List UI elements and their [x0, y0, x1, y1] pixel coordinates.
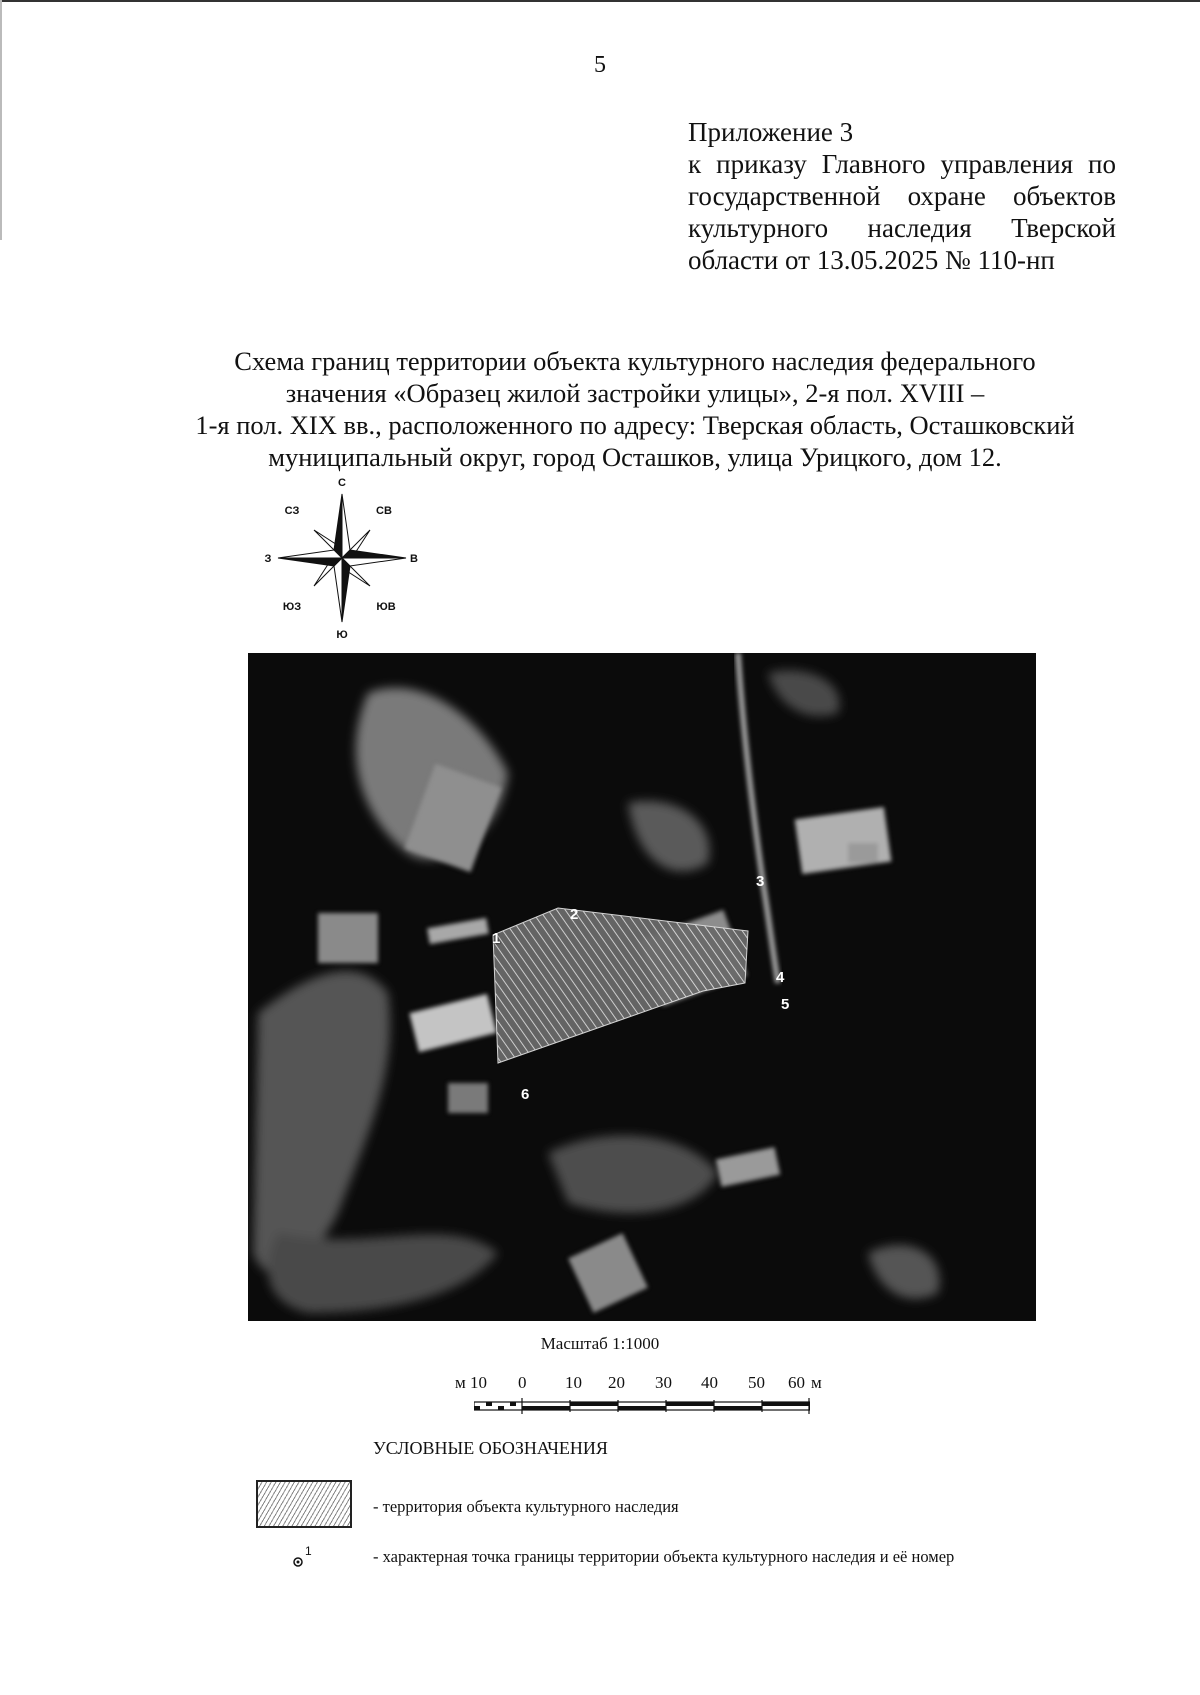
appendix-line: к приказу Главного управления по: [688, 149, 1116, 179]
compass-se: ЮВ: [376, 601, 396, 613]
scale-tick-label: 0: [518, 1373, 527, 1392]
legend-title: УСЛОВНЫЕ ОБОЗНАЧЕНИЯ: [373, 1438, 608, 1458]
scale-tick-label: 30: [655, 1373, 672, 1392]
aerial-photo-image: [248, 653, 1036, 1321]
document-title: [150, 345, 1120, 473]
scale-tick-label: 10: [470, 1373, 487, 1392]
compass-s: Ю: [336, 629, 348, 641]
boundary-point-label: 1: [492, 930, 501, 947]
compass-ne: СВ: [376, 505, 392, 517]
legend-point-number: 1: [305, 1546, 312, 1558]
scale-tick-label: 50: [748, 1373, 765, 1392]
scale-tick-label: 10: [565, 1373, 582, 1392]
page-number: 5: [594, 52, 606, 78]
appendix-line: культурного наследия Тверской: [688, 213, 1116, 243]
boundary-point-label: 3: [756, 873, 765, 890]
title-line: значения «Образец жилой застройки улицы», 2-я пол. XVIII –: [285, 378, 985, 408]
top-border-line: [0, 0, 1200, 2]
scale-unit-right: м: [811, 1373, 822, 1392]
boundary-point-label: 2: [570, 906, 579, 923]
aerial-map: [248, 653, 1036, 1321]
title-line: 1-я пол. XIX вв., расположенного по адресу: Тверская область, Осташковский: [195, 410, 1075, 440]
title-line: муниципальный округ, город Осташков, улица Урицкого, дом 12.: [268, 442, 1002, 472]
scale-tick-label: 60: [788, 1373, 805, 1392]
boundary-point-label: 6: [521, 1086, 530, 1103]
legend-point-text: - характерная точка границы территории объекта культурного наследия и её номер: [373, 1547, 955, 1566]
appendix-line: области от 13.05.2025 № 110-нп: [688, 245, 1055, 275]
compass-w: З: [264, 553, 272, 565]
scale-bar: [474, 1398, 810, 1414]
appendix-line: Приложение 3: [688, 117, 854, 147]
scale-tick-label: 20: [608, 1373, 625, 1392]
compass-rose-icon: [262, 474, 422, 644]
appendix-line: государственной охране объектов: [688, 181, 1116, 211]
legend-territory-swatch: [256, 1480, 352, 1528]
title-line: Схема границ территории объекта культурного наследия федерального: [234, 346, 1036, 376]
boundary-point-label: 5: [781, 996, 790, 1013]
scale-unit-left: м: [455, 1373, 466, 1392]
boundary-point-icon: [293, 1546, 315, 1568]
compass-n: С: [338, 477, 346, 489]
compass-nw: СЗ: [284, 505, 300, 517]
left-scan-edge: [0, 0, 2, 240]
compass-sw: ЮЗ: [282, 601, 302, 613]
scale-title: Масштаб 1:1000: [540, 1334, 660, 1353]
compass-e: В: [410, 553, 418, 565]
legend-territory-text: - территория объекта культурного наследия: [373, 1497, 679, 1516]
boundary-point-label: 4: [776, 969, 785, 986]
appendix-header: [688, 116, 1116, 276]
scale-tick-label: 40: [701, 1373, 718, 1392]
